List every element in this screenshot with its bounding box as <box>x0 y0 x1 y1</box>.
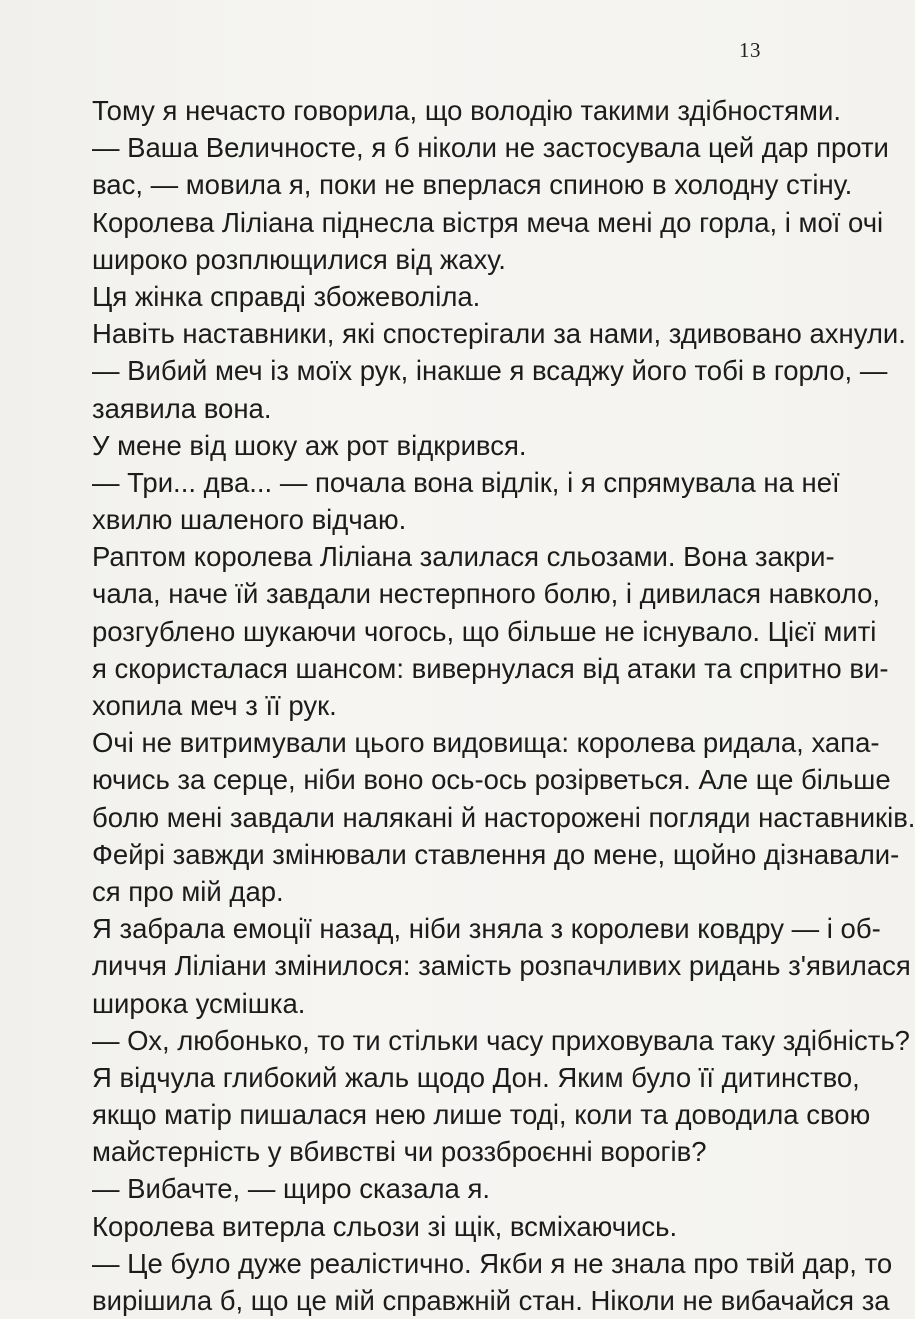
text-line: вирішила б, що це мій справжній стан. Ніколи не вибачайся за <box>92 1285 890 1316</box>
text-line: заявила вона. <box>92 392 272 424</box>
text-line: Королева Ліліана піднесла вістря меча мені до горла, і мої очі <box>92 206 884 238</box>
text-line: я скористалася шансом: вивернулася від атаки та спритно ви- <box>92 652 889 684</box>
text-line: Фейрі завжди змінювали ставлення до мене, щойно дізнавали- <box>92 838 900 870</box>
text-line: Очі не витримували цього видовища: королева ридала, хапа- <box>92 727 880 759</box>
text-line: чала, наче їй завдали нестерпного болю, і дивилася навколо, <box>92 578 881 610</box>
text-line: майстерність у вбивстві чи роззброєнні ворогів? <box>92 1136 707 1168</box>
text-line: — Три... два... — почала вона відлік, і я спрямувала на неї <box>92 466 840 498</box>
text-line: — Ваша Величносте, я б ніколи не застосувала цей дар проти <box>92 132 889 164</box>
text-line: — Вибий меч із моїх рук, інакше я всаджу його тобі в горло, — <box>92 355 888 387</box>
text-line: вас, — мовила я, поки не вперлася спиною в холодну стіну. <box>92 169 853 201</box>
page-number: 13 <box>739 38 761 62</box>
body-text <box>92 92 915 1319</box>
text-line: ючись за серце, ніби воно ось-ось розірветься. Але ще більше <box>92 764 891 796</box>
text-line: личчя Ліліани змінилося: замість розпачливих ридань з'явилася <box>92 950 911 982</box>
text-line: У мене від шоку аж рот відкрився. <box>92 429 527 461</box>
text-line: — Це було дуже реалістично. Якби я не знала про твій дар, то <box>92 1247 893 1279</box>
text-line: розгублено шукаючи чогось, що більше не існувало. Цієї миті <box>92 615 877 647</box>
text-line: Раптом королева Ліліана залилася сльозами. Вона закри- <box>92 541 835 573</box>
text-line: хвилю шаленого відчаю. <box>92 504 407 536</box>
text-line: Королева витерла сльози зі щік, всміхаючись. <box>92 1210 678 1242</box>
text-line: Навіть наставники, які спостерігали за нами, здивовано ахнули. <box>92 318 906 350</box>
text-line: хопила меч з її рук. <box>92 690 337 721</box>
text-line: — Ох, любонько, то ти стільки часу приховувала таку здібність? <box>92 1024 910 1056</box>
text-line: широко розплющилися від жаху. <box>92 243 506 275</box>
text-line: Я забрала емоції назад, ніби зняла з королеви ковдру — і об- <box>92 913 881 945</box>
text-line: Тому я нечасто говорила, що володію такими здібностями. <box>92 95 841 126</box>
text-line: ся про мій дар. <box>92 875 284 907</box>
text-line: широка усмішка. <box>92 987 306 1019</box>
text-line: — Вибачте, — щиро сказала я. <box>92 1173 490 1205</box>
text-line: Я відчула глибокий жаль щодо Дон. Яким було її дитинство, <box>92 1061 860 1093</box>
text-line: якщо матір пишалася нею лише тоді, коли та доводила свою <box>92 1099 871 1131</box>
text-line: Ця жінка справді збожеволіла. <box>92 280 481 312</box>
text-line: болю мені завдали налякані й насторожені погляди наставників. <box>92 801 915 833</box>
